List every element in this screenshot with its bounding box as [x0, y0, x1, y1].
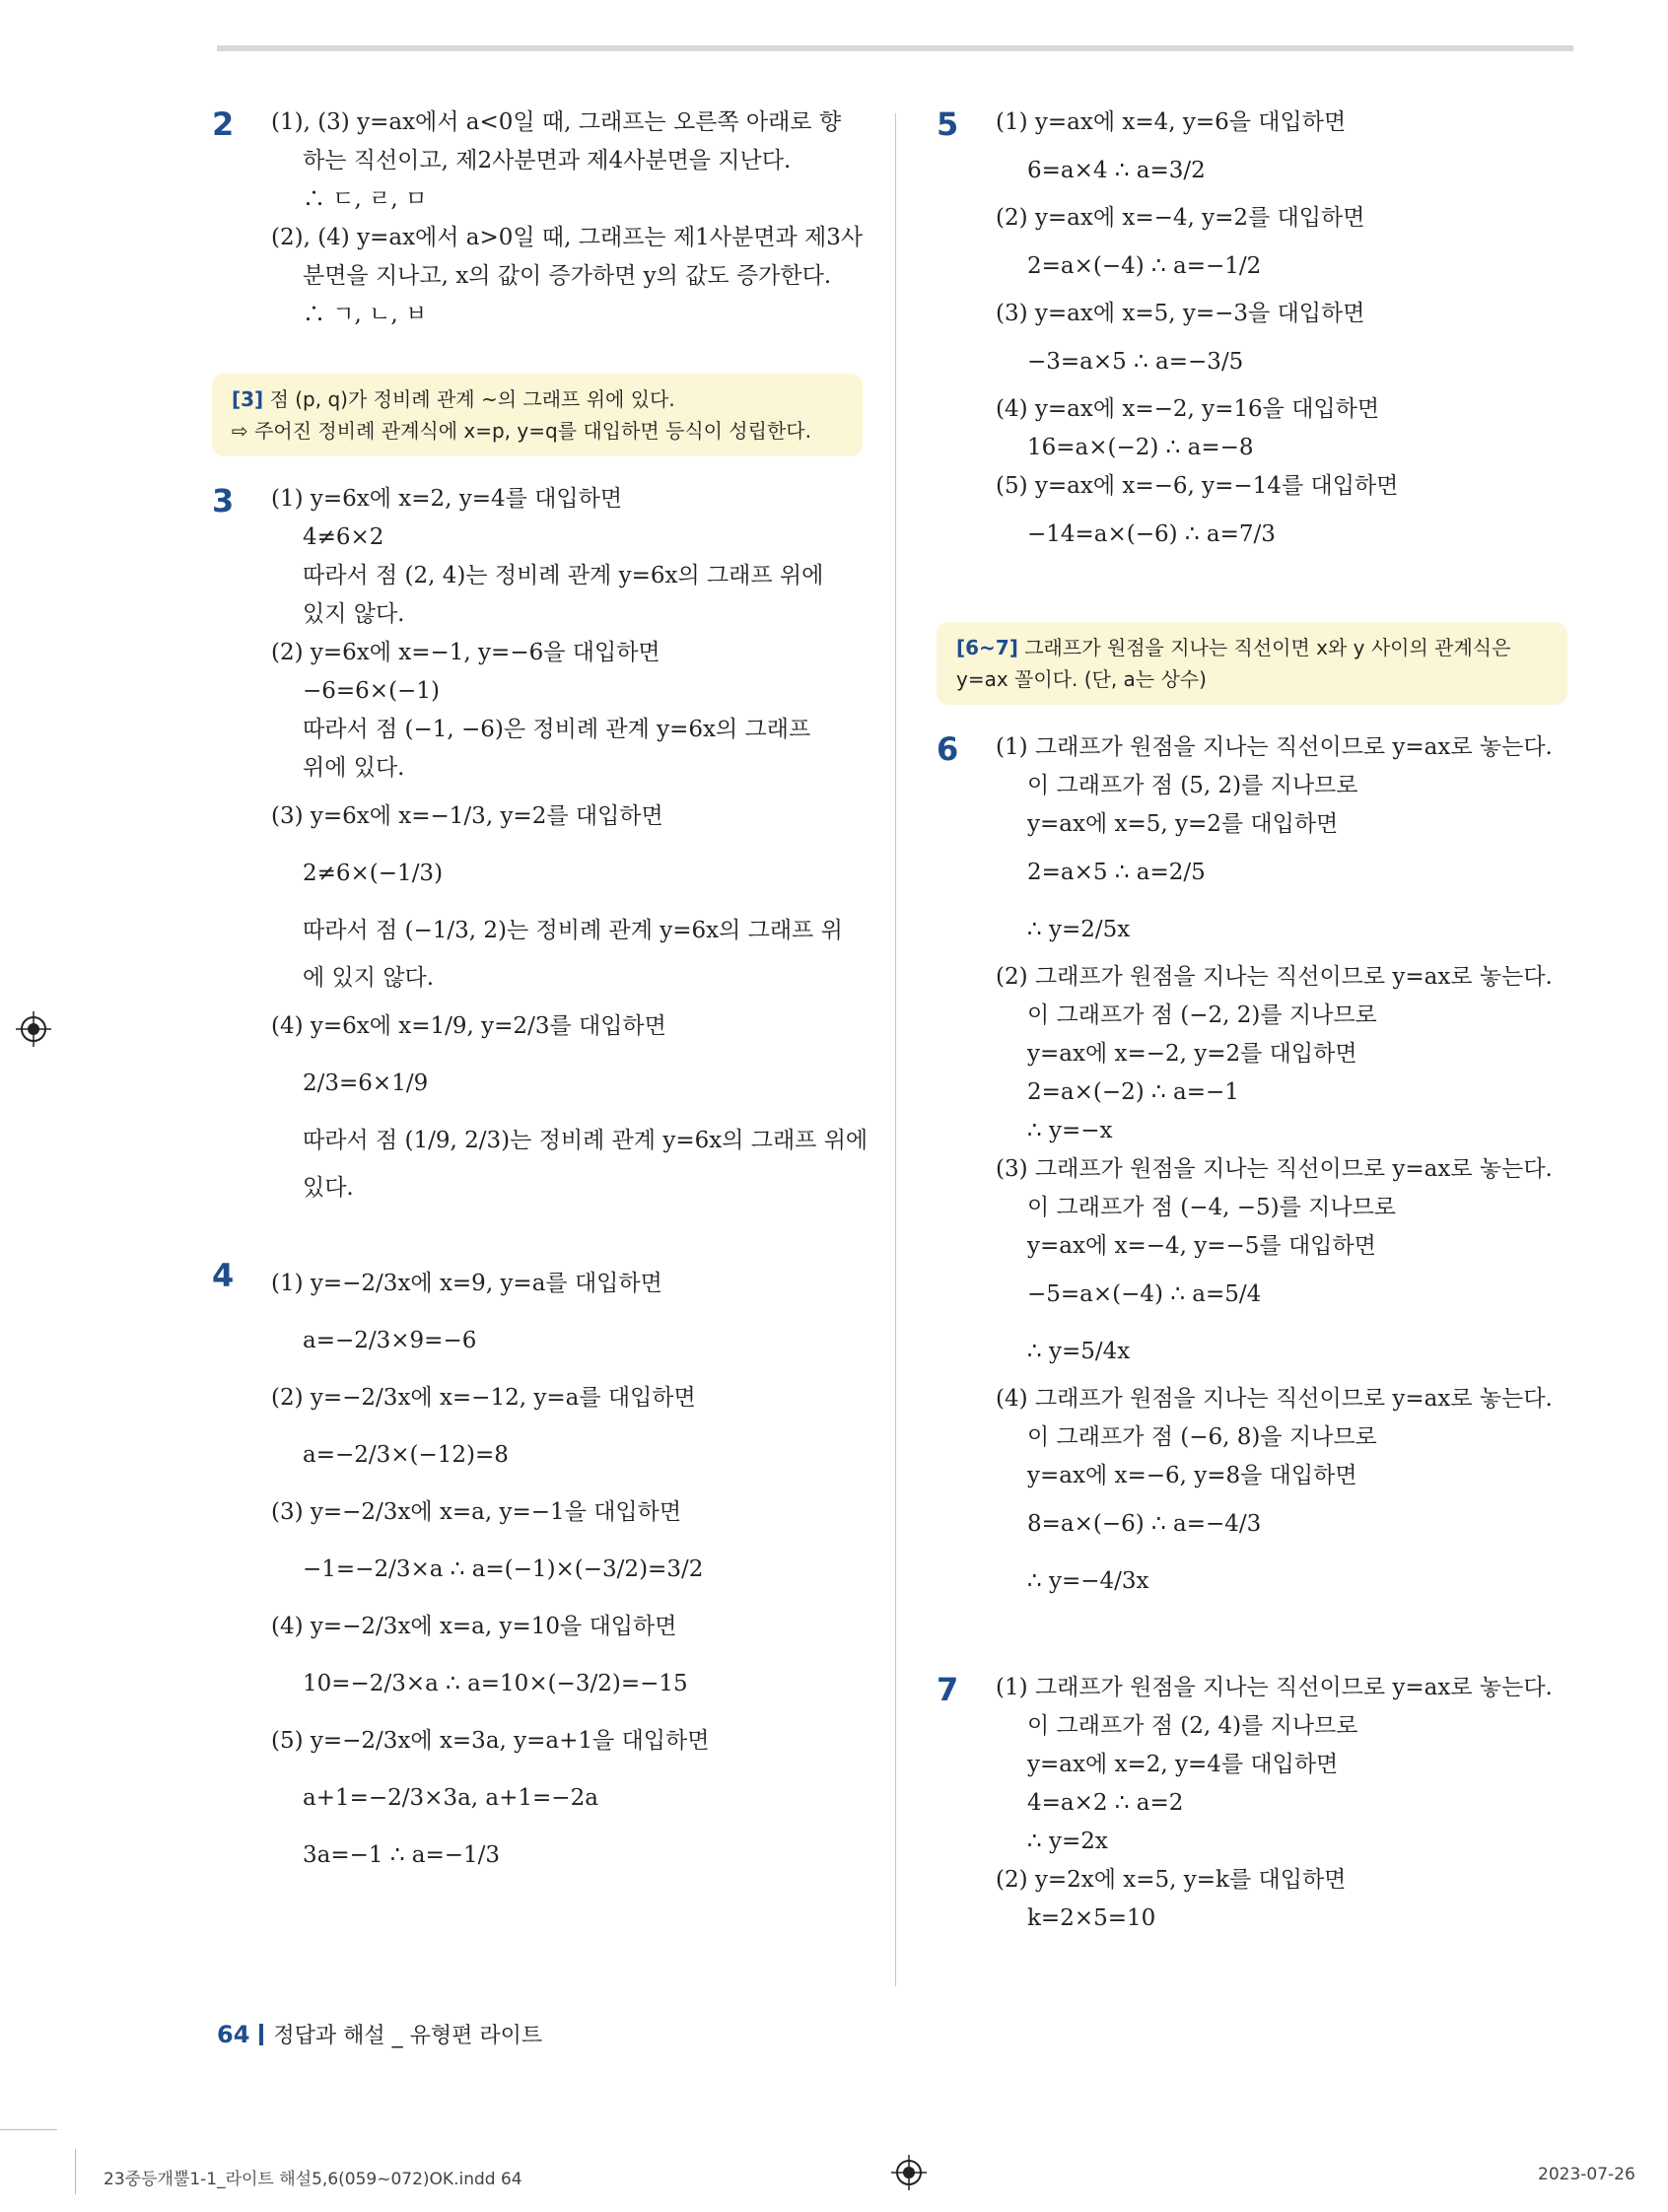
solution-line: (4) y=6x에 x=1/9, y=2/3를 대입하면	[271, 1013, 666, 1039]
problem-4	[212, 1255, 863, 1884]
solution-line: 3a=−1 ∴ a=−1/3	[303, 1842, 501, 1868]
solution-line: 4=a×2 ∴ a=2	[1027, 1790, 1184, 1816]
solution-line: −6=6×(−1)	[303, 678, 440, 704]
solution-line: ∴ y=2x	[1027, 1829, 1108, 1854]
solution-line: (4) 그래프가 원점을 지나는 직선이므로 y=ax로 놓는다.	[996, 1386, 1553, 1412]
solution-line: (3) y=−2/3x에 x=a, y=−1을 대입하면	[271, 1499, 682, 1525]
hint-text: 그래프가 원점을 지나는 직선이면 x와 y 사이의 관계식은	[1024, 636, 1511, 659]
solution-line: 2=a×5 ∴ a=2/5	[1027, 860, 1206, 885]
solution-line: 따라서 점 (1/9, 2/3)는 정비례 관계 y=6x의 그래프 위에	[303, 1128, 869, 1153]
hint-tag: [6~7]	[956, 636, 1018, 659]
problem-number: 2	[212, 105, 235, 143]
solution-line: ∴ ㄷ, ㄹ, ㅁ	[303, 186, 428, 212]
solution-line: −5=a×(−4) ∴ a=5/4	[1027, 1281, 1262, 1307]
solution-line: 있지 않다.	[303, 601, 405, 627]
left-column	[212, 104, 869, 1884]
solution-line: (3) 그래프가 원점을 지나는 직선이므로 y=ax로 놓는다.	[996, 1156, 1553, 1182]
hint-text: ⇨ 주어진 정비례 관계식에 x=p, y=q를 대입하면 등식이 성립한다.	[232, 419, 811, 443]
solution-line: 4≠6×2	[303, 524, 384, 550]
solution-line: 따라서 점 (−1/3, 2)는 정비례 관계 y=6x의 그래프 위	[303, 918, 843, 943]
solution-line: (1) 그래프가 원점을 지나는 직선이므로 y=ax로 놓는다.	[996, 734, 1553, 760]
solution-line: (4) y=−2/3x에 x=a, y=10을 대입하면	[271, 1614, 677, 1639]
problem-number: 7	[937, 1671, 959, 1708]
page-number: 64	[217, 2021, 250, 2048]
column-divider	[895, 113, 896, 1986]
solution-line: y=ax에 x=2, y=4를 대입하면	[1027, 1752, 1339, 1777]
solution-line: a+1=−2/3×3a, a+1=−2a	[303, 1785, 598, 1811]
solution-line: ∴ y=2/5x	[1027, 917, 1131, 942]
solution-line: (2) y=6x에 x=−1, y=−6을 대입하면	[271, 640, 660, 665]
solution-line: (1), (3) y=ax에서 a<0일 때, 그래프는 오른쪽 아래로 향	[271, 109, 842, 135]
solution-line: (1) y=6x에 x=2, y=4를 대입하면	[271, 486, 623, 512]
solution-line: ∴ y=5/4x	[1027, 1339, 1131, 1364]
solution-line: (2) y=2x에 x=5, y=k를 대입하면	[996, 1867, 1347, 1893]
solution-line: 따라서 점 (−1, −6)은 정비례 관계 y=6x의 그래프	[303, 717, 811, 742]
solution-line: ∴ y=−x	[1027, 1118, 1113, 1143]
problem-number: 3	[212, 482, 235, 519]
solution-line: (5) y=−2/3x에 x=3a, y=a+1을 대입하면	[271, 1728, 710, 1754]
slug-date: 2023-07-26	[1538, 2165, 1635, 2184]
problem-5	[937, 104, 1567, 563]
solution-line: (3) y=ax에 x=5, y=−3을 대입하면	[996, 301, 1365, 326]
solution-line: y=ax에 x=5, y=2를 대입하면	[1027, 811, 1339, 837]
solution-line: 16=a×(−2) ∴ a=−8	[1027, 435, 1254, 460]
hint-tag: [3]	[232, 387, 264, 411]
solution-line: 10=−2/3×a ∴ a=10×(−3/2)=−15	[303, 1671, 688, 1696]
solution-line: a=−2/3×(−12)=8	[303, 1442, 509, 1468]
solution-line: k=2×5=10	[1027, 1905, 1156, 1931]
solution-line: 하는 직선이고, 제2사분면과 제4사분면을 지난다.	[303, 148, 792, 173]
solution-line: 이 그래프가 점 (−2, 2)를 지나므로	[1027, 1002, 1377, 1028]
footer-bar	[259, 2024, 263, 2045]
hint-text: 점 (p, q)가 정비례 관계 ~의 그래프 위에 있다.	[269, 387, 675, 411]
registration-mark-icon	[16, 1011, 51, 1047]
problem-number: 4	[212, 1257, 235, 1294]
solution-line: y=ax에 x=−6, y=8을 대입하면	[1027, 1463, 1357, 1488]
problem-number: 6	[937, 730, 959, 768]
solution-line: (1) y=ax에 x=4, y=6을 대입하면	[996, 109, 1347, 135]
solution-line: −14=a×(−6) ∴ a=7/3	[1027, 521, 1276, 547]
hint-box-6-7	[937, 622, 1567, 705]
registration-mark-icon	[891, 2155, 927, 2190]
solution-line: −3=a×5 ∴ a=−3/5	[1027, 349, 1244, 375]
solution-line: 위에 있다.	[303, 755, 405, 781]
solution-line: 이 그래프가 점 (2, 4)를 지나므로	[1027, 1713, 1358, 1739]
solution-line: 있다.	[303, 1175, 354, 1201]
solution-line: 2=a×(−2) ∴ a=−1	[1027, 1079, 1239, 1105]
footer-title: 정답과 해설 _ 유형편 라이트	[273, 2024, 543, 2048]
slug-divider	[75, 2149, 76, 2194]
hint-box-3	[212, 374, 863, 456]
solution-line: 8=a×(−6) ∴ a=−4/3	[1027, 1511, 1262, 1537]
solution-line: 분면을 지나고, x의 값이 증가하면 y의 값도 증가한다.	[303, 263, 832, 289]
solution-line: (5) y=ax에 x=−6, y=−14를 대입하면	[996, 473, 1399, 499]
slug-rule	[0, 2129, 57, 2130]
problem-2	[212, 104, 863, 334]
solution-line: (2) 그래프가 원점을 지나는 직선이므로 y=ax로 놓는다.	[996, 964, 1553, 990]
solution-line: (1) 그래프가 원점을 지나는 직선이므로 y=ax로 놓는다.	[996, 1675, 1553, 1700]
page-footer	[217, 2019, 542, 2049]
solution-line: 6=a×4 ∴ a=3/2	[1027, 158, 1206, 183]
solution-line: (2), (4) y=ax에서 a>0일 때, 그래프는 제1사분면과 제3사	[271, 225, 864, 250]
solution-line: 2/3=6×1/9	[303, 1071, 429, 1096]
solution-line: (2) y=−2/3x에 x=−12, y=a를 대입하면	[271, 1385, 696, 1411]
problem-6	[937, 728, 1567, 1610]
top-rule	[217, 45, 1573, 51]
solution-line: (4) y=ax에 x=−2, y=16을 대입하면	[996, 396, 1380, 422]
solution-line: 따라서 점 (2, 4)는 정비례 관계 y=6x의 그래프 위에	[303, 563, 824, 588]
solution-line: (2) y=ax에 x=−4, y=2를 대입하면	[996, 205, 1365, 231]
problem-7	[937, 1669, 1567, 1938]
solution-line: 이 그래프가 점 (5, 2)를 지나므로	[1027, 773, 1358, 798]
solution-line: 이 그래프가 점 (−6, 8)을 지나므로	[1027, 1424, 1377, 1450]
solution-line: 이 그래프가 점 (−4, −5)를 지나므로	[1027, 1195, 1397, 1220]
solution-line: y=ax에 x=−2, y=2를 대입하면	[1027, 1041, 1357, 1067]
solution-line: ∴ ㄱ, ㄴ, ㅂ	[303, 302, 428, 327]
solution-line: 2=a×(−4) ∴ a=−1/2	[1027, 253, 1262, 279]
right-column	[937, 104, 1567, 1938]
solution-line: (1) y=−2/3x에 x=9, y=a를 대입하면	[271, 1271, 662, 1296]
solution-line: 2≠6×(−1/3)	[303, 861, 444, 886]
hint-text: y=ax 꼴이다. (단, a는 상수)	[956, 667, 1207, 691]
problem-3	[212, 480, 869, 1208]
solution-line: (3) y=6x에 x=−1/3, y=2를 대입하면	[271, 803, 663, 829]
problem-number: 5	[937, 105, 959, 143]
slug-filename: 23중등개뿔1-1_라이트 해설5,6(059~072)OK.indd 64	[104, 2170, 522, 2189]
solution-line: ∴ y=−4/3x	[1027, 1568, 1149, 1594]
solution-line: a=−2/3×9=−6	[303, 1328, 477, 1353]
solution-line: 에 있지 않다.	[303, 965, 435, 991]
solution-line: y=ax에 x=−4, y=−5를 대입하면	[1027, 1233, 1376, 1259]
solution-line: −1=−2/3×a ∴ a=(−1)×(−3/2)=3/2	[303, 1556, 704, 1582]
